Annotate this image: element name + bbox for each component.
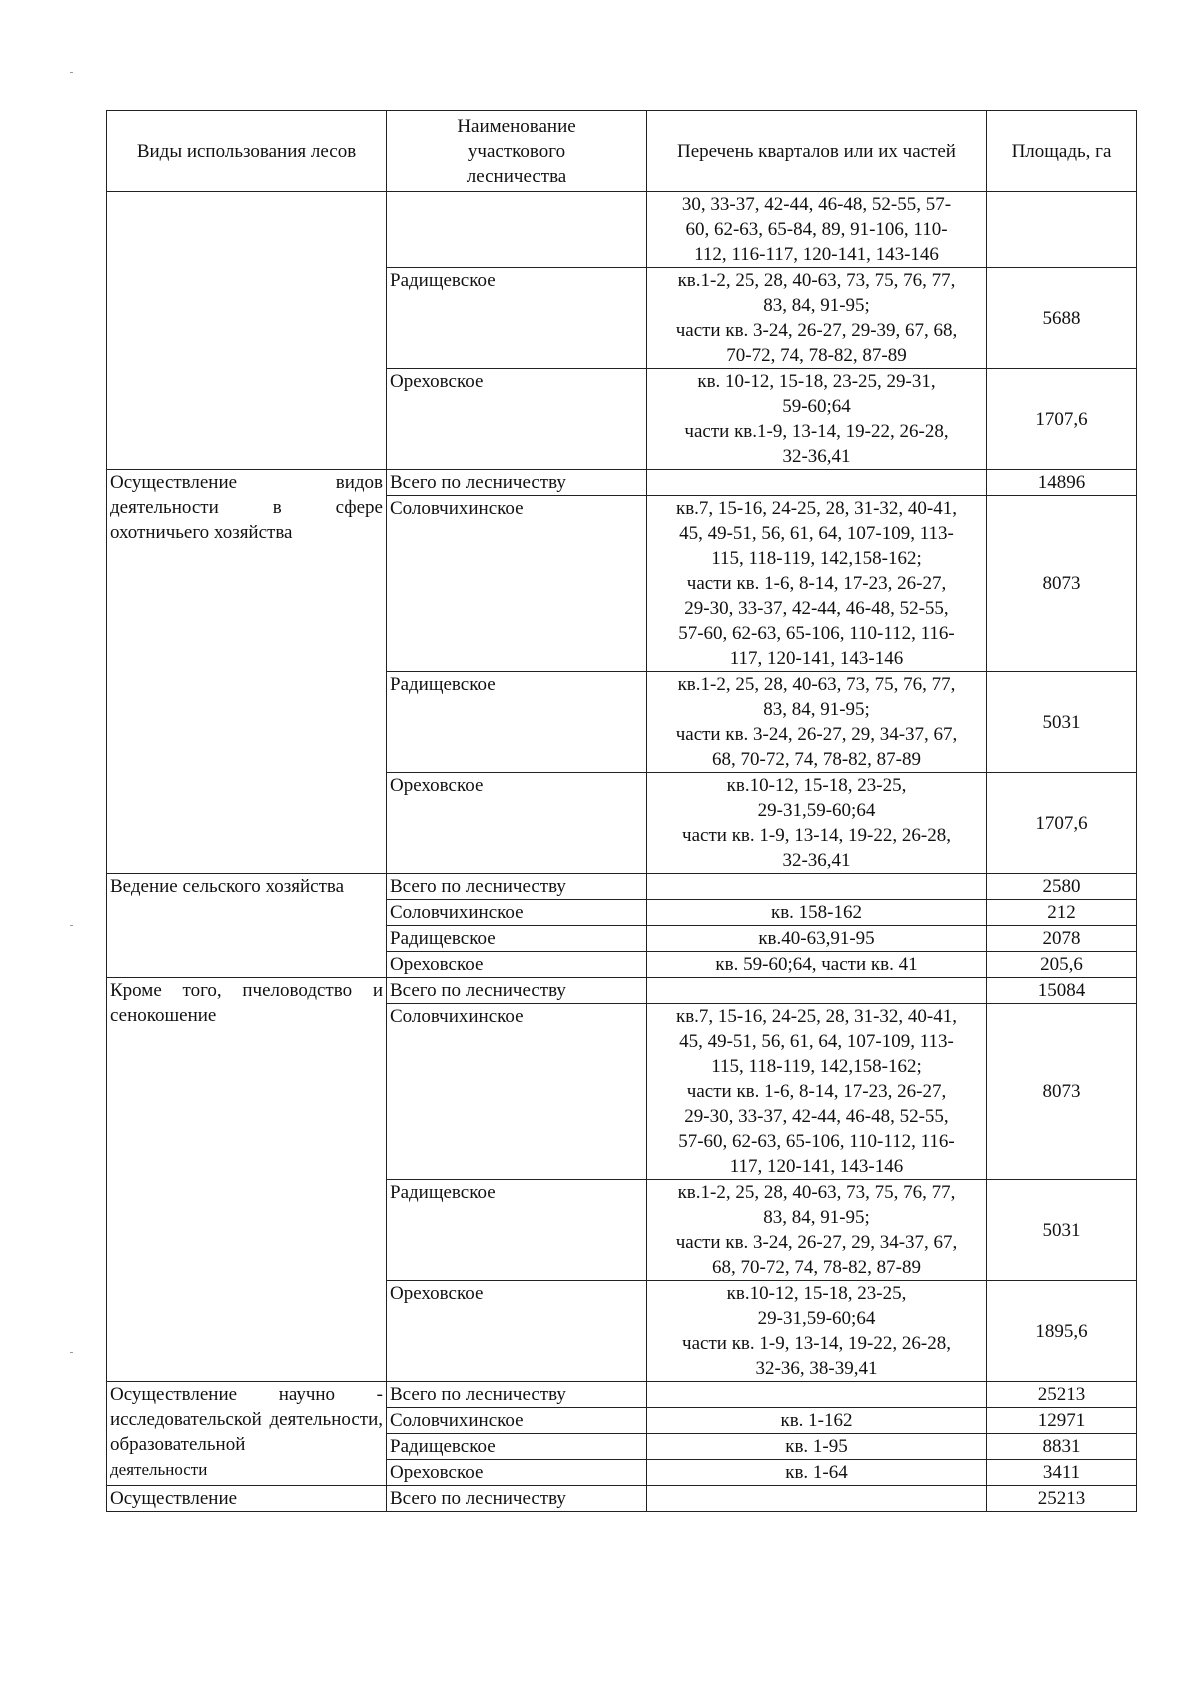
- use-type-text: Осуществление научно - исследовательской деятельности, образовательной: [110, 1384, 383, 1455]
- table-row: [107, 874, 1137, 900]
- quarters-cell: 30, 33-37, 42-44, 46-48, 52-55, 57- 60, 62-63, 65-84, 89, 91-106, 110- 112, 116-117, 120-141, 143-146: [647, 192, 987, 268]
- table-row: [107, 470, 1137, 496]
- scan-mark: [70, 925, 73, 926]
- use-type-cell: Осуществление: [107, 1486, 387, 1512]
- quarters-cell: кв.1-2, 25, 28, 40-63, 73, 75, 76, 77, 83, 84, 91-95; части кв. 3-24, 26-27, 29, 34-37, 67, 68, 70-72, 74, 78-82, 87-89: [647, 1180, 987, 1281]
- forestry-cell: Соловчихинское: [387, 1004, 647, 1180]
- table-row: [107, 978, 1137, 1004]
- forestry-cell: Соловчихинское: [387, 496, 647, 672]
- quarters-cell: кв.1-2, 25, 28, 40-63, 73, 75, 76, 77, 83, 84, 91-95; части кв. 3-24, 26-27, 29, 34-37, 67, 68, 70-72, 74, 78-82, 87-89: [647, 672, 987, 773]
- quarters-cell: кв.1-2, 25, 28, 40-63, 73, 75, 76, 77, 83, 84, 91-95; части кв. 3-24, 26-27, 29-39, 67, 68, 70-72, 74, 78-82, 87-89: [647, 268, 987, 369]
- forestry-cell: Радищевское: [387, 1180, 647, 1281]
- quarters-cell: кв.7, 15-16, 24-25, 28, 31-32, 40-41, 45, 49-51, 56, 61, 64, 107-109, 113- 115, 118-119, 142,158-162; части кв. 1-6, 8-14, 17-23, 26-27, 29-30, 33-37, 42-44, 46-48, 52-55, 57-60, 62-63, 65-106, 110-112, 116- 117, 120-141, 143-146: [647, 496, 987, 672]
- area-cell: 25213: [987, 1382, 1137, 1408]
- header-area: Площадь, га: [987, 111, 1137, 192]
- quarters-cell: кв. 1-95: [647, 1434, 987, 1460]
- area-cell: 212: [987, 900, 1137, 926]
- forestry-cell: Всего по лесничеству: [387, 1382, 647, 1408]
- area-cell: 1707,6: [987, 773, 1137, 874]
- header-quarters: Перечень кварталов или их частей: [647, 111, 987, 192]
- quarters-cell: кв.40-63,91-95: [647, 926, 987, 952]
- table-row: [107, 1486, 1137, 1512]
- area-cell: 14896: [987, 470, 1137, 496]
- forestry-cell: Всего по лесничеству: [387, 874, 647, 900]
- forestry-cell: Ореховское: [387, 952, 647, 978]
- area-cell: 5688: [987, 268, 1137, 369]
- quarters-cell: кв. 10-12, 15-18, 23-25, 29-31, 59-60;64 части кв.1-9, 13-14, 19-22, 26-28, 32-36,41: [647, 369, 987, 470]
- scan-mark: [70, 72, 73, 73]
- forestry-cell: Радищевское: [387, 926, 647, 952]
- forestry-cell: Ореховское: [387, 369, 647, 470]
- quarters-cell: [647, 470, 987, 496]
- area-cell: 205,6: [987, 952, 1137, 978]
- table-header-row: [107, 111, 1137, 192]
- table-row: [107, 192, 1137, 268]
- area-cell: 5031: [987, 1180, 1137, 1281]
- area-cell: 1707,6: [987, 369, 1137, 470]
- forestry-cell: Всего по лесничеству: [387, 978, 647, 1004]
- forestry-cell: Ореховское: [387, 1460, 647, 1486]
- forestry-cell: Радищевское: [387, 268, 647, 369]
- forest-use-table: [106, 110, 1137, 1512]
- forestry-cell: Всего по лесничеству: [387, 470, 647, 496]
- quarters-cell: кв. 1-64: [647, 1460, 987, 1486]
- area-cell: 8831: [987, 1434, 1137, 1460]
- table-row: [107, 1382, 1137, 1408]
- area-cell: 15084: [987, 978, 1137, 1004]
- area-cell: 25213: [987, 1486, 1137, 1512]
- area-cell: [987, 192, 1137, 268]
- use-type-cell: Ведение сельского хозяйства: [107, 874, 387, 978]
- quarters-cell: кв.10-12, 15-18, 23-25, 29-31,59-60;64 части кв. 1-9, 13-14, 19-22, 26-28, 32-36, 38-39,41: [647, 1281, 987, 1382]
- forestry-cell: Радищевское: [387, 1434, 647, 1460]
- use-type-cell: [107, 192, 387, 470]
- quarters-cell: [647, 874, 987, 900]
- quarters-cell: [647, 1486, 987, 1512]
- quarters-cell: кв. 59-60;64, части кв. 41: [647, 952, 987, 978]
- use-type-cell: Кроме того, пчеловодство и сенокошение: [107, 978, 387, 1382]
- area-cell: 8073: [987, 496, 1137, 672]
- scan-mark: [70, 1352, 73, 1353]
- forestry-cell: Радищевское: [387, 672, 647, 773]
- quarters-cell: кв. 1-162: [647, 1408, 987, 1434]
- header-use-type: Виды использования лесов: [107, 111, 387, 192]
- area-cell: 12971: [987, 1408, 1137, 1434]
- quarters-cell: [647, 1382, 987, 1408]
- forestry-cell: Соловчихинское: [387, 1408, 647, 1434]
- use-type-cell: [107, 1382, 387, 1486]
- quarters-cell: кв.7, 15-16, 24-25, 28, 31-32, 40-41, 45, 49-51, 56, 61, 64, 107-109, 113- 115, 118-119, 142,158-162; части кв. 1-6, 8-14, 17-23, 26-27, 29-30, 33-37, 42-44, 46-48, 52-55, 57-60, 62-63, 65-106, 110-112, 116- 117, 120-141, 143-146: [647, 1004, 987, 1180]
- quarters-cell: [647, 978, 987, 1004]
- quarters-cell: кв.10-12, 15-18, 23-25, 29-31,59-60;64 части кв. 1-9, 13-14, 19-22, 26-28, 32-36,41: [647, 773, 987, 874]
- area-cell: 8073: [987, 1004, 1137, 1180]
- use-type-cell: Осуществление видов деятельности в сфере охотничьего хозяйства: [107, 470, 387, 874]
- forestry-cell: Ореховское: [387, 773, 647, 874]
- area-cell: 2580: [987, 874, 1137, 900]
- area-cell: 1895,6: [987, 1281, 1137, 1382]
- header-forestry: Наименование участкового лесничества: [387, 111, 647, 192]
- forestry-cell: Соловчихинское: [387, 900, 647, 926]
- forestry-cell: Всего по лесничеству: [387, 1486, 647, 1512]
- forestry-cell: Ореховское: [387, 1281, 647, 1382]
- area-cell: 3411: [987, 1460, 1137, 1486]
- quarters-cell: кв. 158-162: [647, 900, 987, 926]
- area-cell: 2078: [987, 926, 1137, 952]
- forestry-cell: [387, 192, 647, 268]
- use-type-text-tail: деятельности: [110, 1460, 208, 1479]
- area-cell: 5031: [987, 672, 1137, 773]
